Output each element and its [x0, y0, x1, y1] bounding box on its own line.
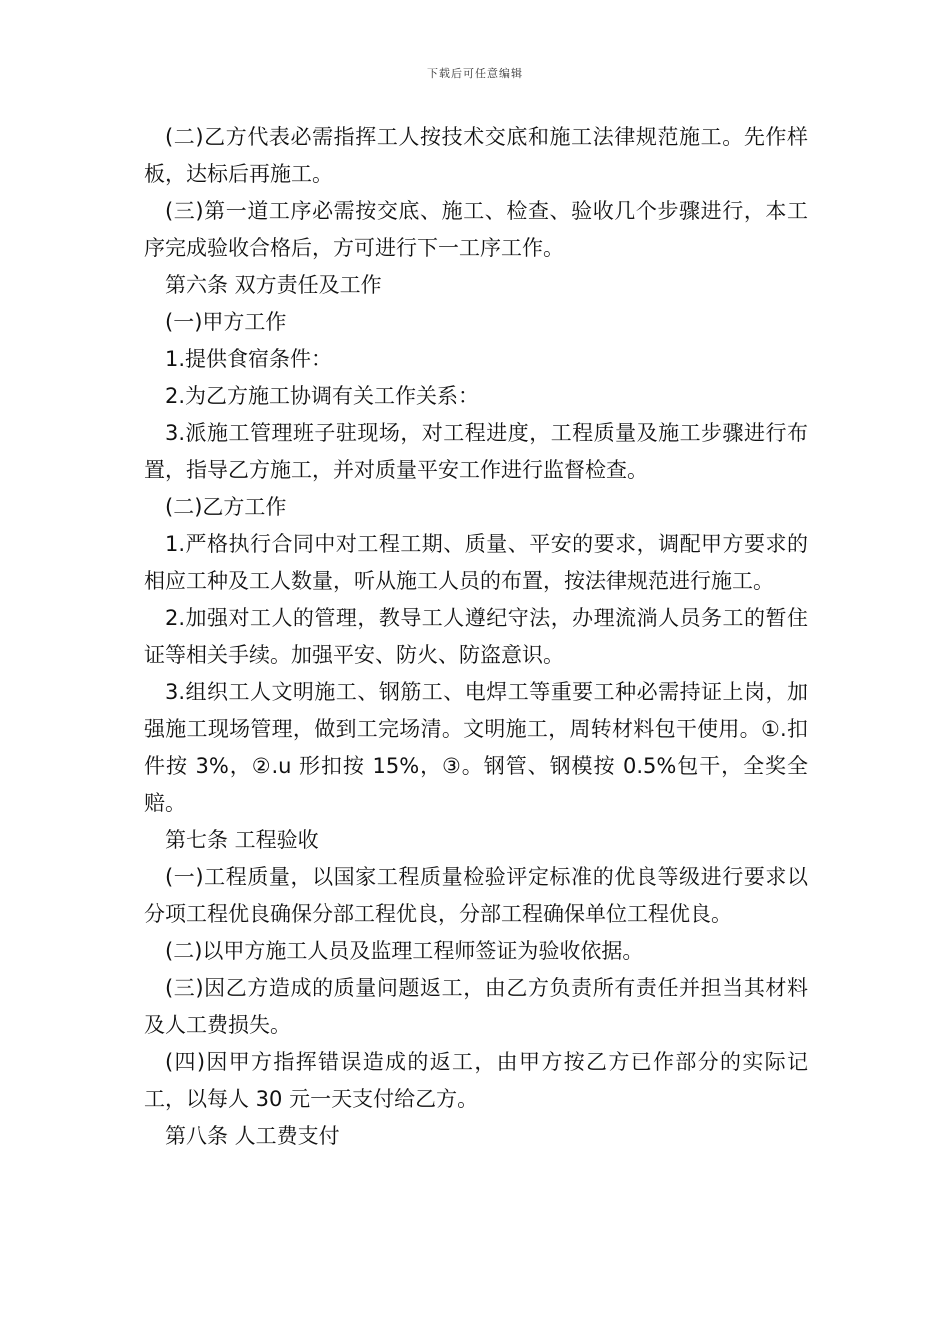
party-a-duties-heading: (一)甲方工作 — [165, 310, 287, 334]
party-a-item-2: 2.为乙方施工协调有关工作关系： — [165, 384, 480, 408]
party-b-item-1: 1.严格执行合同中对工程工期、质量、平安的要求，调配甲方要求的相应工种及工人数量，听从施工人员的布置，按法律规范进行施工。 — [144, 532, 808, 593]
document-body — [144, 119, 808, 1155]
article-8-heading: 第八条 人工费支付 — [165, 1124, 340, 1148]
party-b-duties-heading: (二)乙方工作 — [165, 495, 287, 519]
party-b-item-3: 3.组织工人文明施工、钢筋工、电焊工等重要工种必需持证上岗，加强施工现场管理，做到工完场清。文明施工，周转材料包干使用。①.扣件按 3%，②.u 形扣按 15%，③。钢管、钢模按 0.5%包干，全奖全赔。 — [144, 680, 808, 815]
party-a-item-1: 1.提供食宿条件： — [165, 347, 333, 371]
party-a-item-3: 3.派施工管理班子驻现场，对工程进度，工程质量及施工步骤进行布置，指导乙方施工，并对质量平安工作进行监督检查。 — [144, 421, 808, 482]
acceptance-item-1: (一)工程质量，以国家工程质量检验评定标准的优良等级进行要求以分项工程优良确保分部工程优良，分部工程确保单位工程优良。 — [144, 865, 808, 926]
acceptance-item-2: (二)以甲方施工人员及监理工程师签证为验收依据。 — [165, 939, 644, 963]
article-7-heading: 第七条 工程验收 — [165, 828, 319, 852]
page-header: 下载后可任意编辑 — [427, 67, 523, 80]
article-6-heading: 第六条 双方责任及工作 — [165, 273, 382, 297]
clause-2-3-paragraph: (三)第一道工序必需按交底、施工、检查、验收几个步骤进行，本工序完成验收合格后，方可进行下一工序工作。 — [144, 199, 808, 260]
clause-2-2-paragraph: (二)乙方代表必需指挥工人按技术交底和施工法律规范施工。先作样板，达标后再施工。 — [144, 125, 808, 186]
acceptance-item-4: (四)因甲方指挥错误造成的返工，由甲方按乙方已作部分的实际记工，以每人 30 元一天支付给乙方。 — [144, 1050, 808, 1111]
acceptance-item-3: (三)因乙方造成的质量问题返工，由乙方负责所有责任并担当其材料及人工费损失。 — [144, 976, 808, 1037]
party-b-item-2: 2.加强对工人的管理，教导工人遵纪守法，办理流淌人员务工的暂住证等相关手续。加强平安、防火、防盗意识。 — [144, 606, 808, 667]
